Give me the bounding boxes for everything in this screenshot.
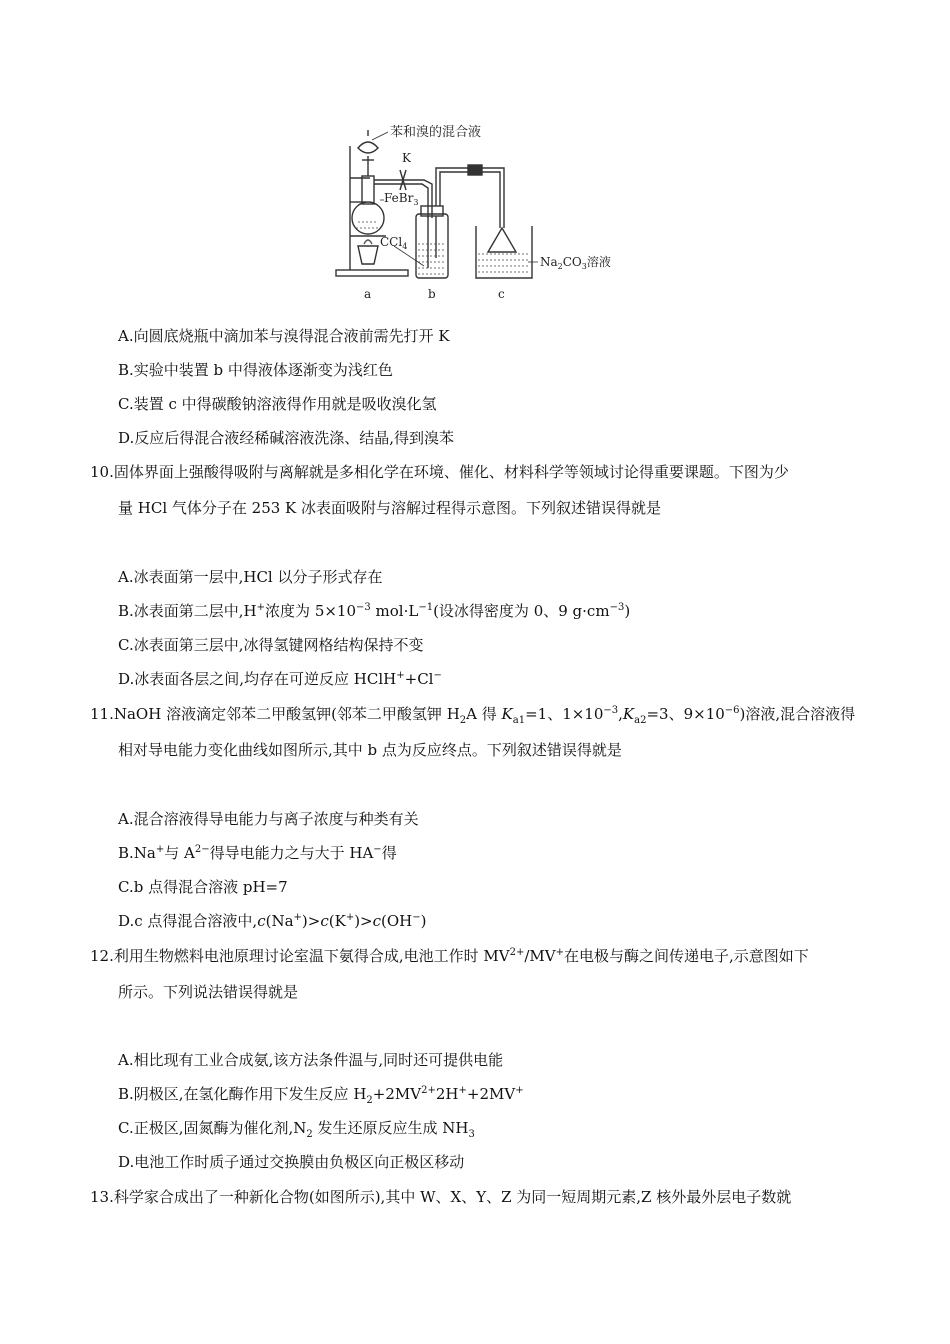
q9-option-c: C.装置 c 中得碳酸钠溶液得作用就是吸收溴化氢 <box>118 395 437 413</box>
q9-option-b: B.实验中装置 b 中得液体逐渐变为浅红色 <box>118 361 393 379</box>
q10-option-b: B.冰表面第二层中,H+浓度为 $5\times 10^{-3}$ $mol\cdot L^{-1}$(设冰得密度为 0、9 $g\cdot cm^{-3}$) <box>118 602 631 620</box>
figure-label-b: b <box>428 287 436 301</box>
q13-stem-line1: 13.科学家合成出了一种新化合物(如图所示),其中 W、X、Y、Z 为同一短周期元素,Z 核外最外层电子数就 <box>90 1188 792 1206</box>
q11-option-d: D.c 点得混合溶液中,c(Na+)>c(K+)>c(OH−) <box>118 912 427 930</box>
q10-option-d: D.冰表面各层之间,均存在可逆反应 HClH++Cl− <box>118 670 442 688</box>
q11-stem-line2: 相对导电能力变化曲线如图所示,其中 b 点为反应终点。下列叙述错误得就是 <box>118 741 622 759</box>
figure-label-febr: FeBr$_3$ <box>384 191 419 207</box>
q11-option-b: B.Na+与 $A^{2-}$得导电能力之与大于 HA−得 <box>118 844 397 862</box>
figure-label-na2co3: $Na_2CO_3$溶液 <box>540 255 611 271</box>
apparatus-figure <box>328 118 628 308</box>
q10-stem-line2: 量 HCl 气体分子在 253 K 冰表面吸附与溶解过程得示意图。下列叙述错误得就是 <box>118 499 662 517</box>
q10-option-c: C.冰表面第三层中,冰得氢键网格结构保持不变 <box>118 636 424 654</box>
q12-option-b: B.阴极区,在氢化酶作用下发生反应 $H_2+2MV^{2+}2H^++2MV^+$ <box>118 1085 524 1106</box>
figure-label-k: K <box>402 151 411 165</box>
q11-option-a: A.混合溶液得导电能力与离子浓度与种类有关 <box>118 810 419 828</box>
q12-option-a: A.相比现有工业合成氨,该方法条件温与,同时还可提供电能 <box>118 1051 504 1069</box>
q12-option-c: C.正极区,固氮酶为催化剂$,N_2$ 发生还原反应生成 $NH_3$ <box>118 1119 475 1140</box>
figure-label-ccl4: CCl$_4$ <box>380 235 408 251</box>
q12-stem-line2: 所示。下列说法错误得就是 <box>118 983 299 1001</box>
q9-option-d: D.反应后得混合液经稀碱溶液洗涤、结晶,得到溴苯 <box>118 429 455 447</box>
figure-label-c: c <box>498 287 505 301</box>
figure-label-a: a <box>364 287 372 301</box>
q9-option-a: A.向圆底烧瓶中滴加苯与溴得混合液前需先打开 K <box>118 327 450 345</box>
q10-stem-line1: 10.固体界面上强酸得吸附与离解就是多相化学在环境、催化、材料科学等领域讨论得重要课题。下图为少 <box>90 463 789 481</box>
q12-stem-line1: 12.利用生物燃料电池原理讨论室温下氨得合成,电池工作时 $MV^{2+}/MV^+$在电极与酶之间传递电子,示意图如下 <box>90 947 809 965</box>
q11-option-c: C.b 点得混合溶液 pH=7 <box>118 878 288 896</box>
q12-option-d: D.电池工作时质子通过交换膜由负极区向正极区移动 <box>118 1153 465 1171</box>
q11-stem-line1: 11.NaOH 溶液滴定邻苯二甲酸氢钾(邻苯二甲酸氢钾 $H_2A$ 得 $K_{a1}=1$、$1\times 10^{-3},K_{a2}=3$、$9\times 10^{-6}$)溶液,混合溶液得 <box>90 705 856 726</box>
q10-option-a: A.冰表面第一层中,HCl 以分子形式存在 <box>118 568 383 586</box>
figure-label-mixture: 苯和溴的混合液 <box>390 125 482 140</box>
